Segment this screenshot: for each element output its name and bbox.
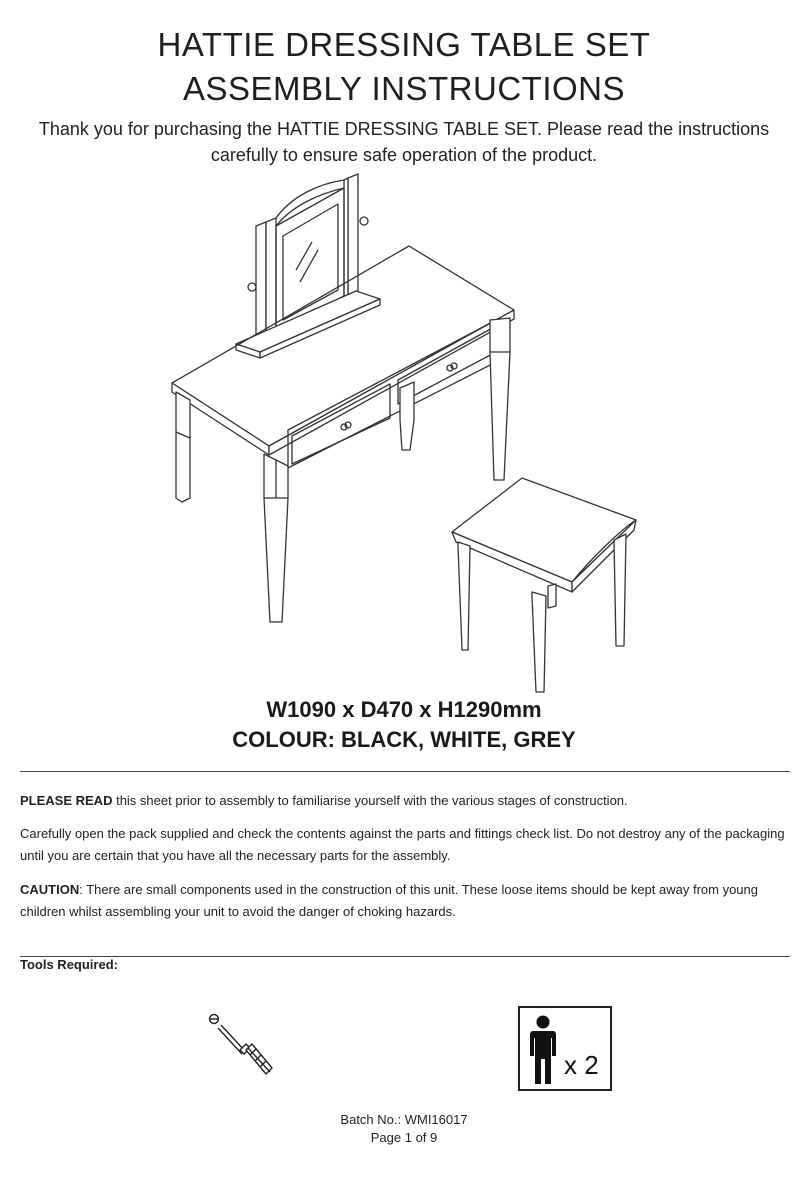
pack-check-paragraph: Carefully open the pack supplied and check the contents against the parts and fittings check list. Do not destroy any of the packaging until you are certain that you have all the necessary parts for the assembly. xyxy=(20,826,785,863)
tools-required-label: Tools Required: xyxy=(20,957,118,972)
screwdriver-icon xyxy=(204,1010,280,1086)
people-count: x 2 xyxy=(564,1050,599,1080)
please-read-paragraph xyxy=(20,790,790,812)
caution-label: CAUTION xyxy=(20,882,80,897)
dimensions: W1090 x D470 x H1290mm xyxy=(266,697,542,722)
title-line-1: HATTIE DRESSING TABLE SET xyxy=(157,26,651,63)
batch-number: Batch No.: WMI16017 xyxy=(340,1112,468,1127)
caution-text: : There are small components used in the construction of this unit. These loose items should be kept away from young children whilst assembling your unit to avoid the danger of choking hazards. xyxy=(20,882,758,919)
please-read-text: this sheet prior to assembly to familiarise yourself with the various stages of construction. xyxy=(112,793,628,808)
mirror-drawing xyxy=(236,174,380,358)
please-read-label: PLEASE READ xyxy=(20,793,113,808)
two-person-assembly-box xyxy=(518,1006,612,1091)
divider-top xyxy=(20,771,790,772)
page-number: Page 1 of 9 xyxy=(370,1130,438,1145)
stool-drawing xyxy=(452,478,636,692)
colour-options: COLOUR: BLACK, WHITE, GREY xyxy=(232,727,576,752)
caution-paragraph xyxy=(20,879,790,923)
intro-text: Thank you for purchasing the HATTIE DRESSING TABLE SET. Please read the instructions carefully to ensure safe operation of the product. xyxy=(38,119,770,165)
title-line-2: ASSEMBLY INSTRUCTIONS xyxy=(182,70,626,107)
divider-tools xyxy=(20,956,790,957)
